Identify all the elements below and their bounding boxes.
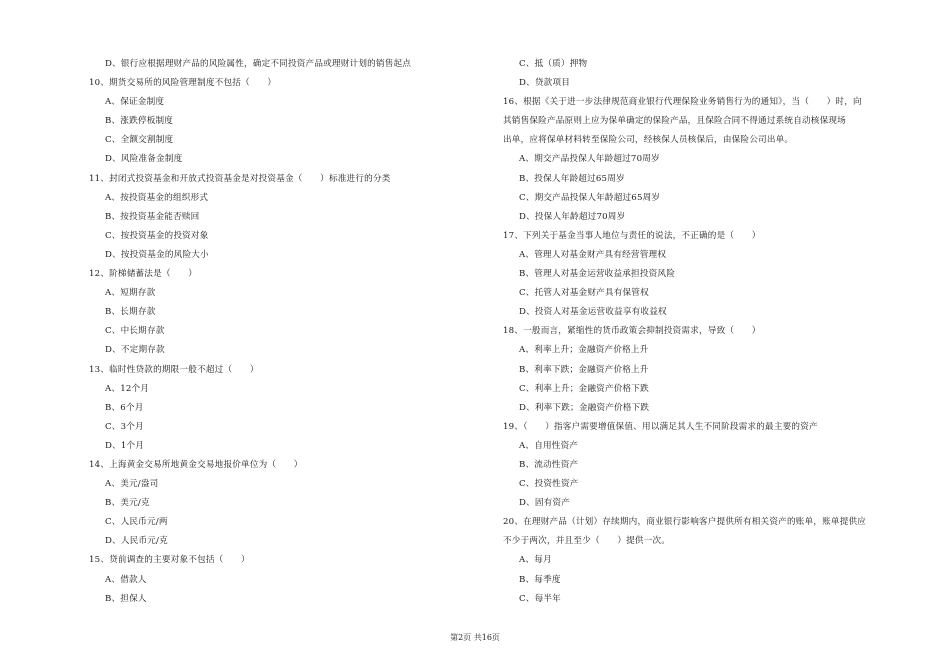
answer-option: B、涨跌停板制度 xyxy=(105,116,174,127)
answer-option: B、美元/克 xyxy=(105,498,150,509)
answer-option: C、抵（质）押物 xyxy=(519,59,588,69)
answer-option: B、利率下跌；金融资产价格上升 xyxy=(519,364,649,375)
answer-option: B、担保人 xyxy=(105,593,147,604)
left-column xyxy=(89,55,449,609)
answer-option: D、银行应根据理财产品的风险属性，确定不同投资产品或理财计划的销售起点 xyxy=(105,59,412,69)
question-continuation: 不少于两次，并且至少（ ）提供一次。 xyxy=(503,536,671,547)
answer-option: A、每月 xyxy=(519,555,552,566)
question-text: 10、期货交易所的风险管理制度不包括（ ） xyxy=(89,78,277,89)
answer-option: A、保证金制度 xyxy=(105,97,165,108)
question-text: 15、贷前调查的主要对象不包括（ ） xyxy=(89,555,250,566)
answer-option: A、按投资基金的组织形式 xyxy=(105,192,209,203)
answer-option: D、固有资产 xyxy=(519,498,571,509)
question-text: 16、根据《关于进一步法律规范商业银行代理保险业务销售行为的通知》，当（ ）时，向 xyxy=(503,97,862,108)
question-text: 20、在理财产品（计划）存续期内，商业银行影响客户提供所有相关资产的账单，账单提供应 xyxy=(503,517,867,528)
right-column xyxy=(503,55,913,609)
answer-option: A、12个月 xyxy=(105,383,150,394)
answer-option: D、贷款项目 xyxy=(519,78,571,89)
question-continuation: 其销售保险产品原则上应为保单确定的保险产品，且保险合同不得通过系统自动核保现场 xyxy=(503,116,846,127)
question-text: 17、下列关于基金当事人地位与责任的说法，不正确的是（ ） xyxy=(503,230,761,241)
answer-option: C、按投资基金的投资对象 xyxy=(105,230,209,241)
answer-option: B、6个月 xyxy=(105,402,144,413)
answer-option: A、短期存款 xyxy=(105,288,156,299)
question-continuation: 出单，应将保单材料转至保险公司，经核保人员核保后，由保险公司出单。 xyxy=(503,135,794,146)
question-text: 12、阶梯储蓄法是（ ） xyxy=(89,269,198,280)
answer-option: B、长期存款 xyxy=(105,307,156,318)
answer-option: C、托管人对基金财产具有保管权 xyxy=(519,288,649,299)
answer-option: C、每半年 xyxy=(519,593,561,604)
answer-option: C、全额交割制度 xyxy=(105,135,174,146)
answer-option: D、投资人对基金运营收益享有收益权 xyxy=(519,307,667,318)
answer-option: D、利率下跌；金融资产价格下跌 xyxy=(519,402,650,413)
answer-option: A、管理人对基金财产具有经营管理权 xyxy=(519,249,667,260)
page-footer: 第2页 共16页 xyxy=(450,633,500,642)
answer-option: C、3个月 xyxy=(105,421,144,432)
answer-option: D、投保人年龄超过70周岁 xyxy=(519,211,626,222)
answer-option: A、美元/盎司 xyxy=(105,479,159,490)
answer-option: A、期交产品投保人年龄超过70周岁 xyxy=(519,154,660,165)
answer-option: D、人民币元/克 xyxy=(105,536,168,547)
answer-option: D、按投资基金的风险大小 xyxy=(105,249,209,260)
answer-option: C、利率上升；金融资产价格下跌 xyxy=(519,383,649,394)
answer-option: D、风险准备金制度 xyxy=(105,154,183,165)
answer-option: B、每季度 xyxy=(519,574,561,585)
answer-option: C、期交产品投保人年龄超过65周岁 xyxy=(519,192,661,203)
answer-option: A、借款人 xyxy=(105,574,147,585)
question-text: 11、封闭式投资基金和开放式投资基金是对投资基金（ ）标准进行的分类 xyxy=(89,173,391,184)
answer-option: C、中长期存款 xyxy=(105,326,165,337)
answer-option: D、1个月 xyxy=(105,440,145,451)
answer-option: D、不定期存款 xyxy=(105,345,165,356)
answer-option: B、投保人年龄超过65周岁 xyxy=(519,173,625,184)
answer-option: A、自用性资产 xyxy=(519,440,579,451)
answer-option: C、投资性资产 xyxy=(519,479,579,490)
answer-option: B、按投资基金能否赎回 xyxy=(105,211,200,222)
answer-option: B、流动性资产 xyxy=(519,459,579,470)
answer-option: B、管理人对基金运营收益承担投资风险 xyxy=(519,269,676,280)
question-text: 19、（ ）指客户需要增值保值、用以满足其人生不同阶段需求的最主要的资产 xyxy=(503,421,818,432)
question-text: 13、临时性贷款的期限一般不超过（ ） xyxy=(89,364,259,375)
answer-option: C、人民币元/两 xyxy=(105,517,168,528)
answer-option: A、利率上升；金融资产价格上升 xyxy=(519,345,649,356)
question-text: 18、一般而言，紧缩性的货币政策会抑制投资需求，导致（ ） xyxy=(503,326,761,337)
question-text: 14、上海黄金交易所地黄金交易地报价单位为（ ） xyxy=(89,459,303,470)
